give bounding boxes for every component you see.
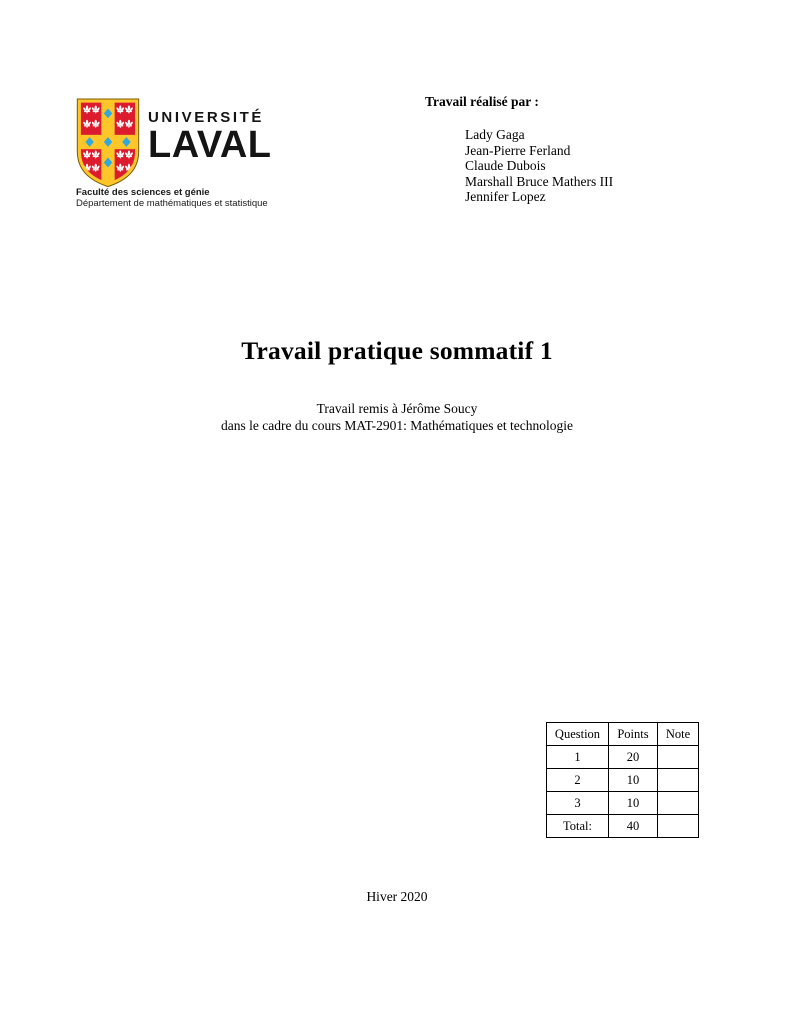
- header-question: Question: [547, 723, 609, 746]
- semester-label: Hiver 2020: [366, 889, 428, 904]
- cell-total-points: 40: [609, 815, 658, 838]
- header-points: Points: [609, 723, 658, 746]
- authors-heading: Travail réalisé par :: [425, 94, 539, 109]
- cell-note: [658, 769, 699, 792]
- cell-points: 20: [609, 746, 658, 769]
- cell-note: [658, 746, 699, 769]
- page-title: Travail pratique sommatif 1: [241, 336, 553, 365]
- table-row-total: [547, 815, 699, 838]
- cell-question: 1: [547, 746, 609, 769]
- subtitle-line-1: Travail remis à Jérôme Soucy: [316, 401, 478, 416]
- author-name: Jean-Pierre Ferland: [465, 142, 571, 158]
- cell-points: 10: [609, 792, 658, 815]
- ul-wordmark: [148, 97, 272, 164]
- grading-table-header-row: [547, 723, 699, 746]
- author-name: Jennifer Lopez: [465, 189, 546, 205]
- wordmark-universite: UNIVERSITÉ: [148, 109, 265, 126]
- author-name: Marshall Bruce Mathers III: [465, 173, 614, 189]
- cell-question: 3: [547, 792, 609, 815]
- cell-note: [658, 792, 699, 815]
- author-name: Claude Dubois: [465, 158, 546, 174]
- page-subtitle: [0, 400, 794, 435]
- header-note: Note: [658, 723, 699, 746]
- grading-table: [546, 722, 699, 838]
- cell-points: 10: [609, 769, 658, 792]
- universite-laval-logo: [75, 97, 272, 187]
- table-row: [547, 746, 699, 769]
- author-name: Lady Gaga: [465, 127, 525, 142]
- cell-total-note: [658, 815, 699, 838]
- faculty-name: Faculté des sciences et génie: [76, 187, 210, 198]
- cell-total-label: Total:: [547, 815, 609, 838]
- wordmark-laval: LAVAL: [148, 124, 272, 166]
- table-row: [547, 769, 699, 792]
- cell-question: 2: [547, 769, 609, 792]
- subtitle-line-2: dans le cadre du cours MAT-2901: Mathématiques et technologie: [221, 418, 573, 434]
- authors-list: [465, 127, 613, 205]
- table-row: [547, 792, 699, 815]
- department-name: Département de mathématiques et statistique: [76, 198, 268, 209]
- ul-shield-icon: [75, 97, 141, 187]
